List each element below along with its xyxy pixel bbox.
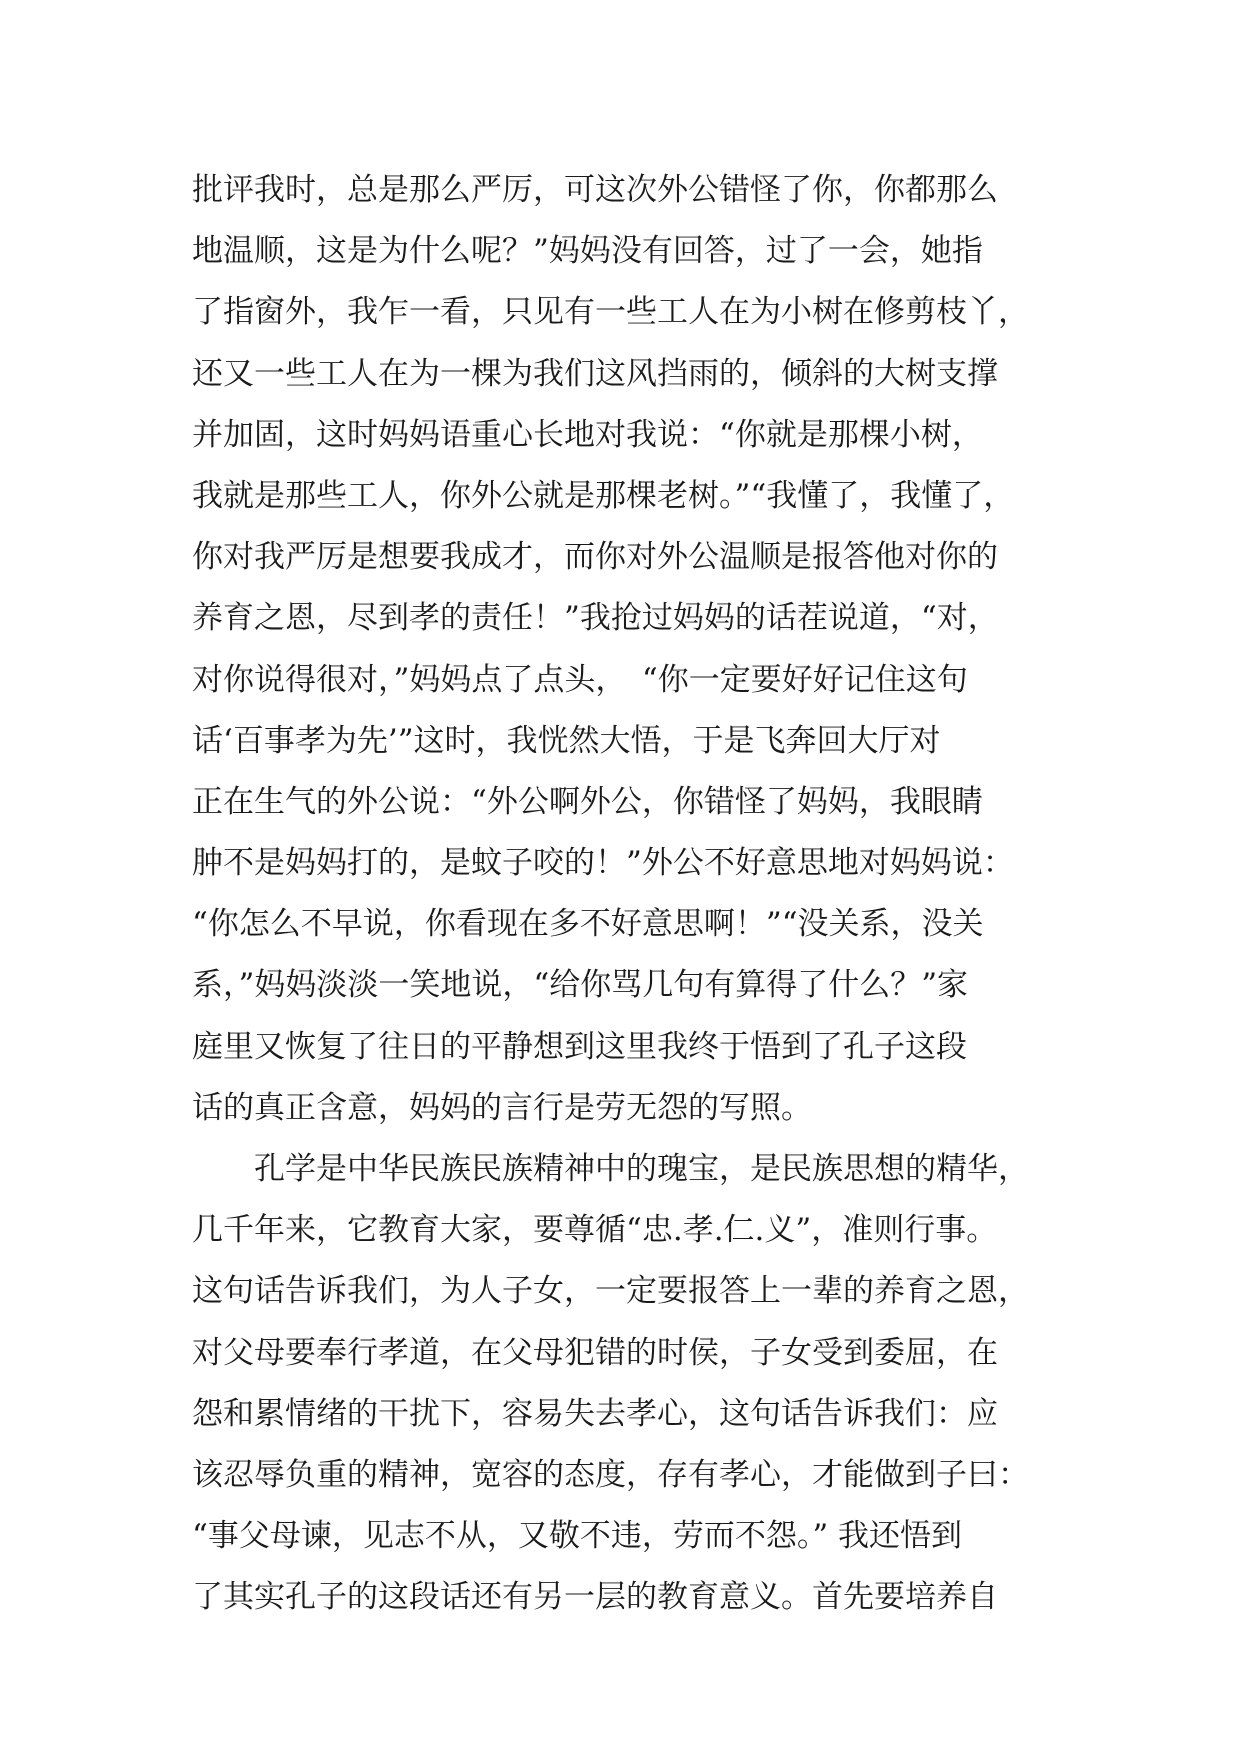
text-line: “事父母谏，见志不从，又敬不违，劳而不怨。” 我还悟到 [192,1518,963,1555]
text-line: 还又一些工人在为一棵为我们这风挡雨的，倾斜的大树支撑 [192,355,998,392]
text-line: 了其实孔子的这段话还有另一层的教育意义。首先要培养自 [192,1579,998,1616]
text-line: 话的真正含意，妈妈的言行是劳无怨的写照。 [192,1089,812,1126]
text-line: 地温顺，这是为什么呢？”妈妈没有回答，过了一会，她指 [192,233,983,270]
text-line: 对父母要奉行孝道，在父母犯错的时侯，子女受到委屈，在 [192,1334,998,1371]
text-line: 该忍辱负重的精神，宽容的态度，存有孝心，才能做到子曰： [192,1456,1029,1493]
text-line: 这句话告诉我们，为人子女，一定要报答上一辈的养育之恩， [192,1273,1029,1310]
text-line: 了指窗外，我乍一看，只见有一些工人在为小树在修剪枝丫， [192,294,1029,331]
text-line: 庭里又恢复了往日的平静想到这里我终于悟到了孔子这段 [192,1028,967,1065]
text-line: “你怎么不早说，你看现在多不好意思啊！”“没关系，没关 [192,906,984,943]
text-line: 话‘百事孝为先’”这时，我恍然大悟，于是飞奔回大厅对 [192,722,941,759]
text-line: 怨和累情绪的干扰下，容易失去孝心，这句话告诉我们：应 [192,1395,998,1432]
body-text [192,160,1072,1629]
text-line: 并加固，这时妈妈语重心长地对我说：“你就是那棵小树， [192,416,983,453]
text-line: 对你说得很对，”妈妈点了点头， “你一定要好好记住这句 [192,661,968,698]
text-line: 我就是那些工人，你外公就是那棵老树。”“我懂了，我懂了， [192,477,1015,514]
text-line: 正在生气的外公说：“外公啊外公，你错怪了妈妈，我眼睛 [192,783,983,820]
text-line: 肿不是妈妈打的，是蚊子咬的！”外公不好意思地对妈妈说： [192,845,1014,882]
text-line: 几千年来，它教育大家，要尊循“忠.孝.仁.义”，准则行事。 [192,1212,998,1249]
text-line: 批评我时，总是那么严厉，可这次外公错怪了你，你都那么 [192,172,998,208]
paragraph-first-line: 孔学是中华民族民族精神中的瑰宝，是民族思想的精华， [254,1151,1029,1187]
text-line: 系，”妈妈淡淡一笑地说，“给你骂几句有算得了什么？”家 [192,967,969,1004]
text-line: 养育之恩，尽到孝的责任！”我抢过妈妈的话茬说道，“对， [192,600,999,637]
text-line: 你对我严厉是想要我成才，而你对外公温顺是报答他对你的 [192,539,998,576]
